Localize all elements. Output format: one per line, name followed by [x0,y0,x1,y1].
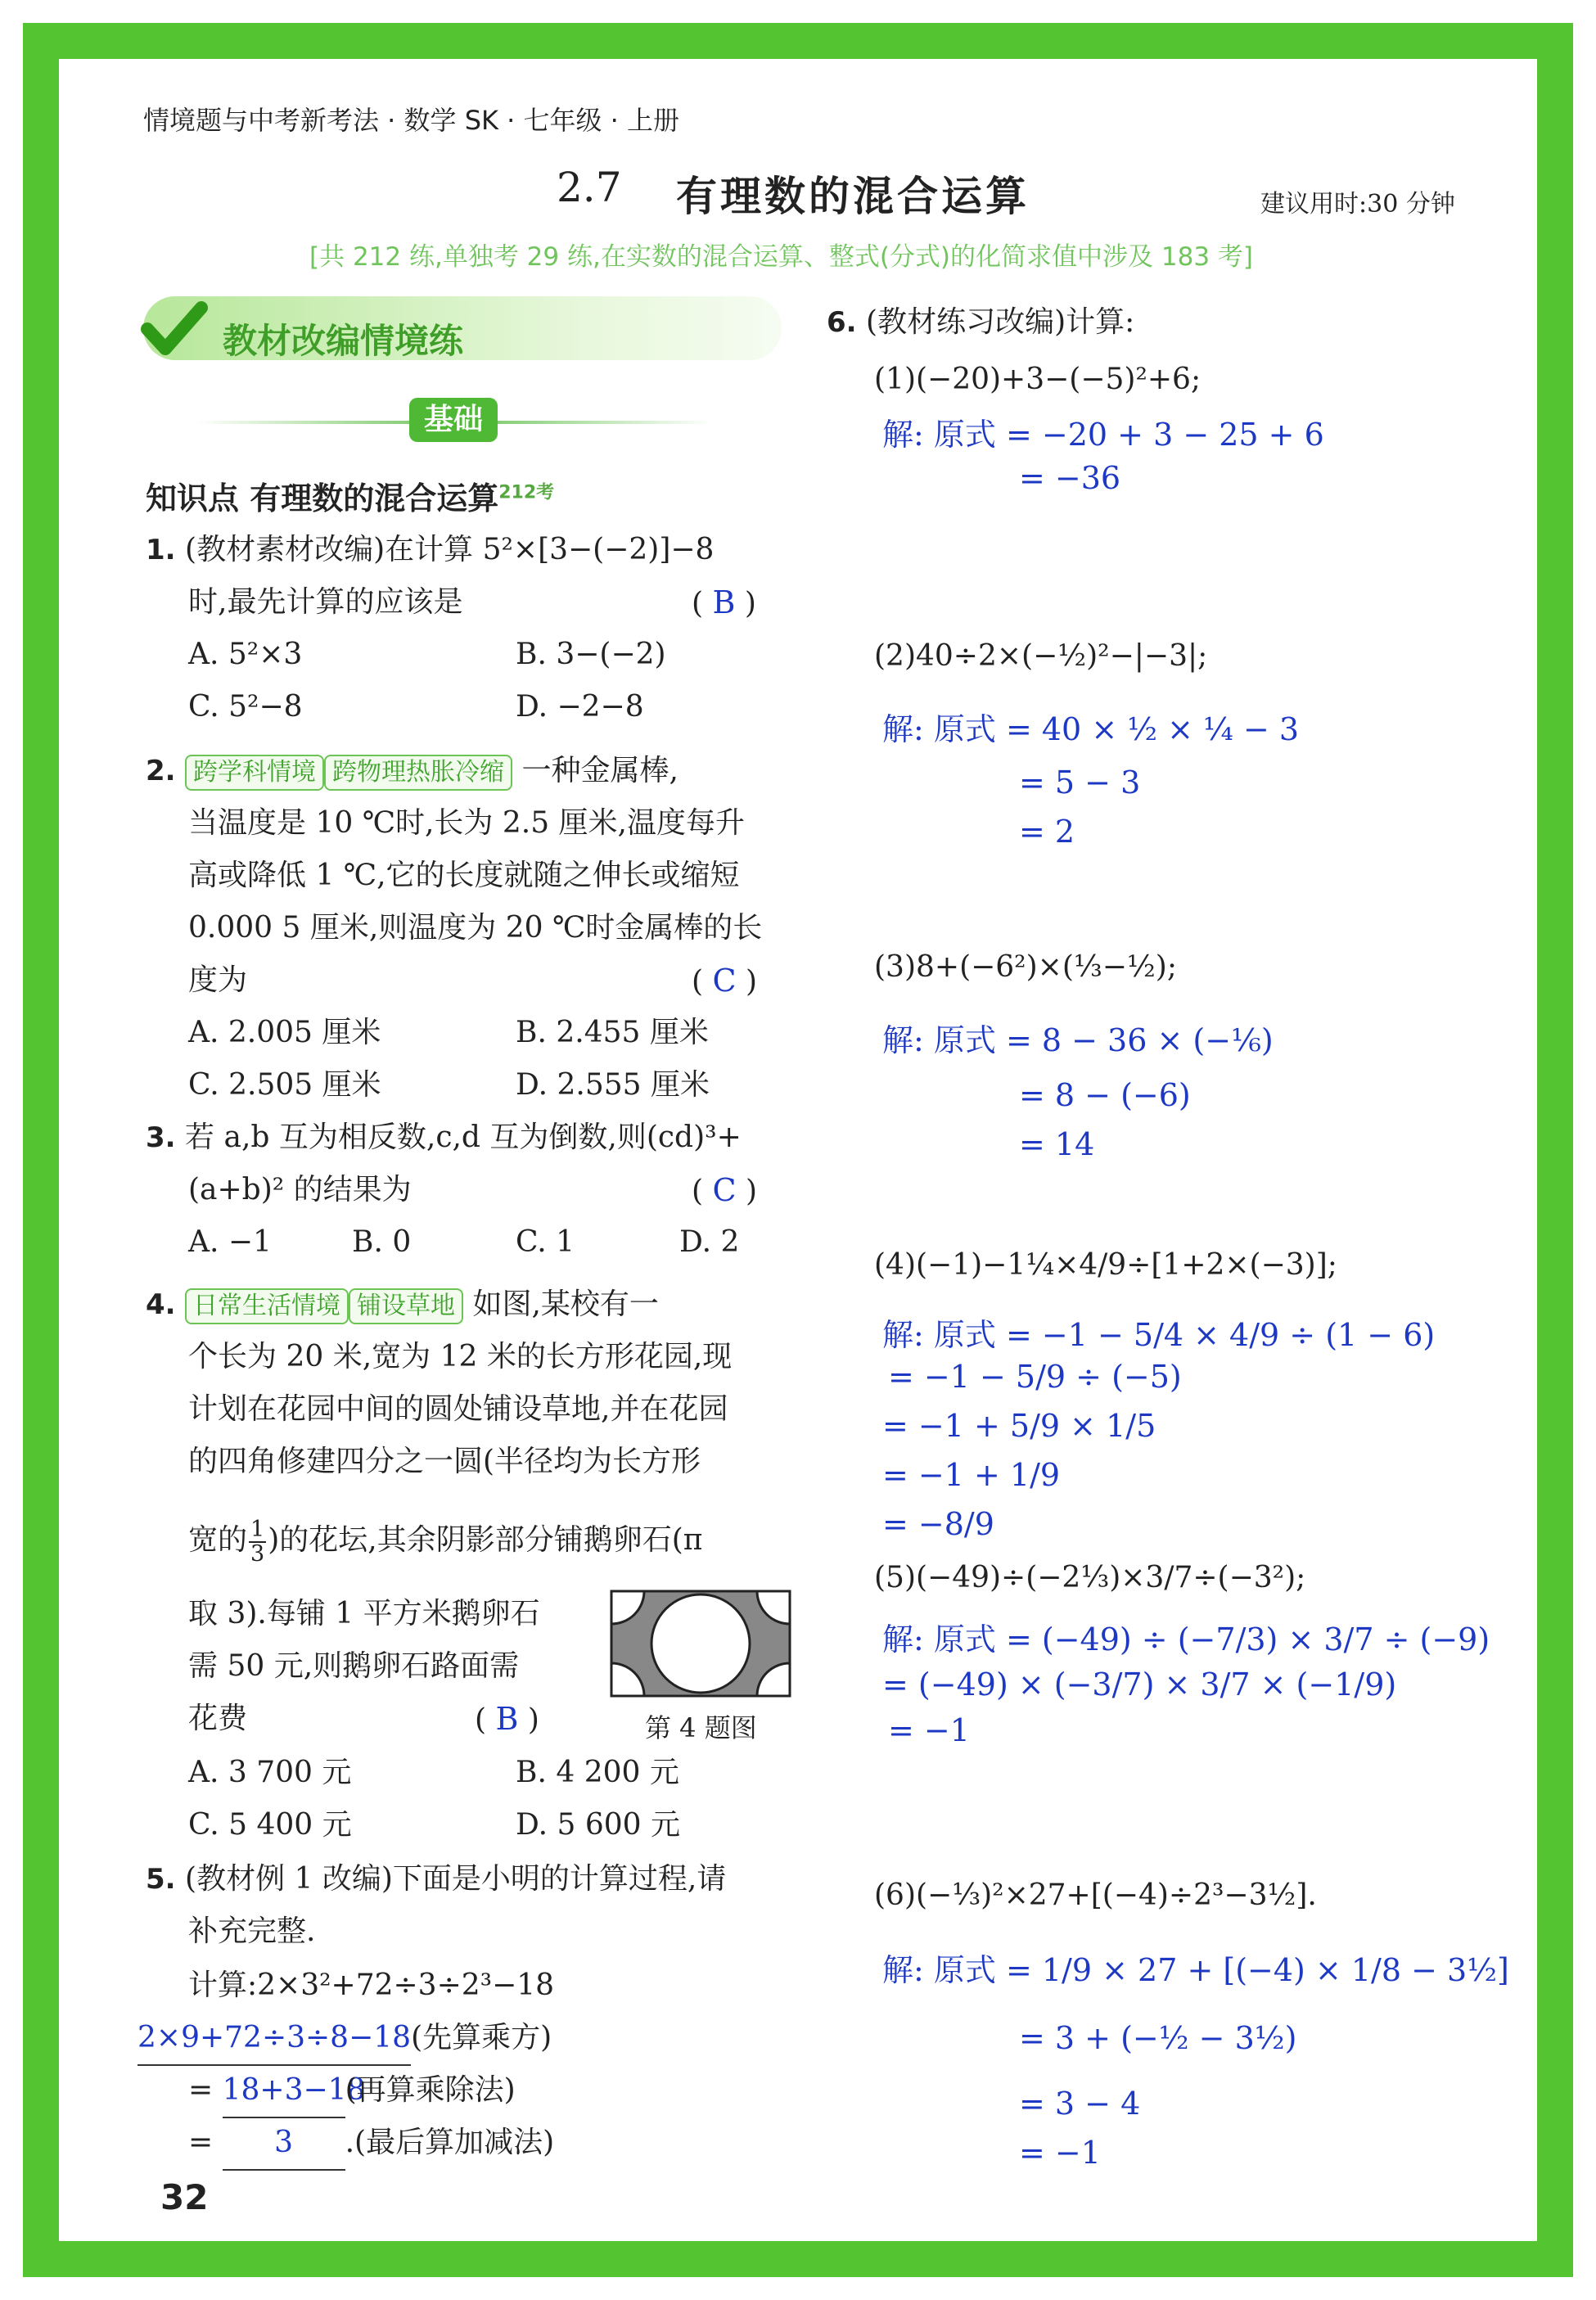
answer-4: ( B ) [475,1701,539,1737]
option-d: D. −2−8 [516,690,644,724]
option-c: C. 5²−8 [188,690,303,724]
question-5: 5. (教材例 1 改编)下面是小明的计算过程,请 [146,1862,727,1896]
check-icon [141,300,208,359]
page-number: 32 [160,2177,209,2217]
figure-caption: 第 4 题图 [645,1712,757,1743]
knowledge-point: 知识点 有理数的混合运算$^{212考}$ [146,480,555,516]
section-number: 2.7 [557,164,622,211]
option-b: B. 3−(−2) [516,638,666,671]
option-a: A. 5²×3 [188,638,303,671]
exam-stat: [共 212 练,单独考 29 练,在实数的混合运算、整式(分式)的化简求值中涉及 183 考] [309,242,1253,272]
answer-2: ( C ) [692,963,758,999]
suggested-time: 建议用时:30 分钟 [1260,190,1455,219]
garden-figure [610,1590,791,1698]
section-heading: 教材改编情境练 [223,321,464,361]
question-2: 2. 跨学科情境 跨物理热胀冷缩 一种金属棒, [146,745,679,797]
question-1: 1. (教材素材改编)在计算 5²×[3−(−2)]−8 [146,533,715,566]
question-4: 4. 日常生活情境 铺设草地 如图,某校有一 [146,1279,659,1331]
book-header: 情境题与中考新考法 · 数学 SK · 七年级 · 上册 [143,105,680,136]
question-3: 3. 若 a,b 互为相反数,c,d 互为倒数,则(cd)³+ [146,1121,742,1154]
level-badge: 基础 [409,398,498,442]
section-title: 有理数的混合运算 [676,173,1030,220]
answer-1: ( B ) [692,584,756,620]
answer-3: ( C ) [692,1172,758,1208]
question-6: 6. (教材练习改编)计算: [827,305,1135,339]
